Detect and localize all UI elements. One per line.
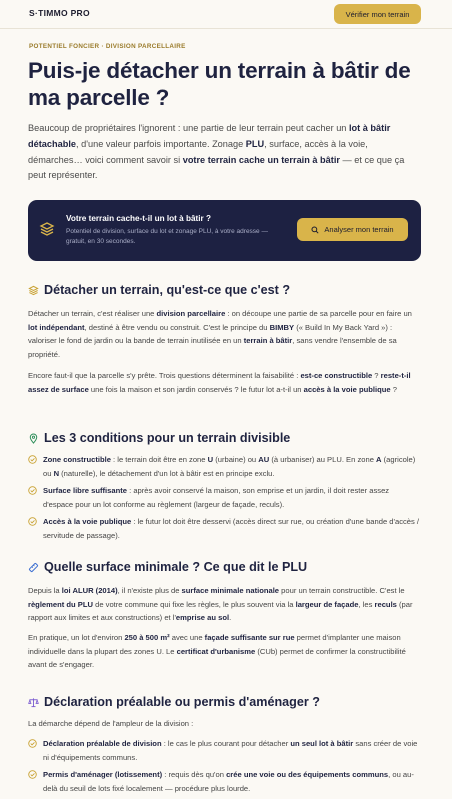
section3-paragraph-2: En pratique, un lot d'environ 250 à 500 m² avec une façade suffisante sur rue permet d'implanter une maison individuelle dans la plupart des zones U. Le certificat d'urbanisme (CUb) permet de confirmer la constructibilité avant de s'engager. (28, 633, 406, 670)
section-title-what (28, 283, 290, 297)
section3-paragraph-1: Depuis la loi ALUR (2014), il n'existe plus de surface minimale nationale pour un terrain constructible. C'est le règlement du PLU de votre commune qui fixe les règles, le plus souvent via la largeur de façade, les reculs (par rapport aux limites et aux constructions) et l'emprise au sol. (28, 586, 413, 623)
check-circle-icon (28, 517, 37, 526)
procedure-list (28, 737, 421, 795)
banner-subtitle: Potentiel de division, surface du lot et zonage PLU, à votre adresse — gratuit, en 30 secondes. (66, 228, 268, 245)
scale-icon (28, 697, 39, 708)
stack-icon (28, 285, 39, 296)
section-title-procedure-text: Déclaration préalable ou permis d'aménager ? (44, 695, 320, 709)
logo[interactable]: S·TIMMO PRO (29, 8, 90, 18)
check-circle-icon (28, 770, 37, 779)
procedure-text: Déclaration préalable de division : le cas le plus courant pour détacher un seul lot à bâtir sans créer de voie ni d'équipements communs. (43, 739, 418, 762)
list-item (28, 453, 421, 480)
section1-paragraph-1: Détacher un terrain, c'est réaliser une division parcellaire : on découpe une partie de sa parcelle pour en faire un lot indépendant, destiné à être vendu ou construit. C'est le principe du BIMBY (« Build In My Back Yard ») : valoriser le fond de jardin ou la bande de terrain inutilisée en un terrain à bâtir, sans vendre l'ensemble de sa propriété. (28, 309, 412, 359)
lead-paragraph: Beaucoup de propriétaires l'ignorent : une partie de leur terrain peut cacher un lot à bâtir détachable, d'une valeur parfois importante. Zonage PLU, surface, accès à la voie, démarches… voici comment savoir si votre terrain cache un terrain à bâtir — et ce que ça peut représenter. (28, 123, 405, 181)
section1-paragraph-2: Encore faut-il que la parcelle s'y prête. Trois questions déterminent la faisabilité : est-ce constructible ? reste-t-il assez de surface une fois la maison et son jardin conservés ? le futur lot a-t-il un accès à la voie publique ? (28, 371, 411, 394)
verify-terrain-button[interactable]: Vérifier mon terrain (334, 4, 421, 24)
procedure-text: Permis d'aménager (lotissement) : requis dès qu'on crée une voie ou des équipements communs, ou au-delà du seuil de lots fixé localement — procédure plus lourde. (43, 770, 414, 793)
conditions-list (28, 453, 421, 543)
condition-text: Surface libre suffisante : après avoir conservé la maison, son emprise et un jardin, il doit rester assez d'espace pour un lot conforme au règlement (largeur de façade, reculs). (43, 486, 390, 509)
section-title-surface-text: Quelle surface minimale ? Ce que dit le PLU (44, 560, 308, 574)
ruler-icon (28, 562, 39, 573)
analyze-terrain-button[interactable] (297, 218, 408, 241)
cta-banner (28, 200, 421, 261)
analyze-terrain-label: Analyser mon terrain (324, 225, 394, 234)
check-circle-icon (28, 739, 37, 748)
list-item (28, 737, 421, 764)
eyebrow: POTENTIEL FONCIER · DIVISION PARCELLAIRE (29, 43, 186, 50)
list-item (28, 515, 421, 542)
page-title: Puis-je détacher un terrain à bâtir de ma parcelle ? (28, 58, 411, 110)
condition-text: Accès à la voie publique : le futur lot doit être desservi (accès direct sur rue, ou création d'une bande d'accès / servitude de passage). (43, 517, 420, 540)
search-icon (311, 226, 319, 234)
section-title-conditions-text: Les 3 conditions pour un terrain divisible (44, 431, 291, 445)
section-title-procedure (28, 695, 320, 709)
section-title-conditions (28, 431, 290, 445)
top-bar (0, 0, 452, 29)
section-title-what-text: Détacher un terrain, qu'est-ce que c'est ? (44, 283, 291, 297)
check-circle-icon (28, 486, 37, 495)
map-pin-icon (28, 433, 39, 444)
list-item (28, 484, 421, 511)
condition-text: Zone constructible : le terrain doit être en zone U (urbaine) ou AU (à urbaniser) au PLU. En zone A (agricole) ou N (naturelle), le détachement d'un lot à bâtir est en principe exclu. (43, 455, 416, 478)
banner-title: Votre terrain cache-t-il un lot à bâtir ? (66, 214, 211, 223)
section-title-surface (28, 560, 307, 574)
check-circle-icon (28, 455, 37, 464)
stack-gold-icon (39, 221, 55, 237)
section4-intro: La démarche dépend de l'ampleur de la division : (28, 719, 194, 728)
list-item (28, 768, 421, 795)
